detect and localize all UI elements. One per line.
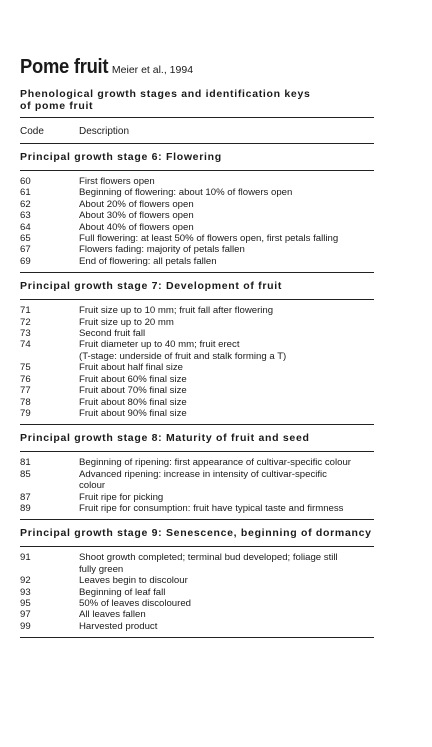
stage-code: 79 [20,407,31,419]
stage-code: 89 [20,502,31,514]
column-header-code: Code [20,126,44,137]
stage-description [79,408,374,419]
table-row [20,244,374,255]
stage-code: 73 [20,328,31,340]
stage-description [79,317,374,328]
description-line: Advanced ripening: increase in intensity of cultivar-specific [79,468,327,480]
stage-code: 63 [20,210,31,222]
description-line: About 20% of flowers open [79,198,194,210]
description-line: Fruit about half final size [79,362,183,374]
stage-description [79,552,374,575]
table-row [20,210,374,221]
stage-code: 64 [20,221,31,233]
table-row [20,469,374,492]
stage-description [79,222,374,233]
description-line: Shoot growth completed; terminal bud developed; foliage still [79,552,338,564]
stage-description [79,256,374,267]
stage-description [79,469,374,492]
description-line: Fruit about 60% final size [79,373,187,385]
table-row [20,385,374,396]
stage-description [79,210,374,221]
stage-code: 81 [20,457,31,469]
description-line: Beginning of leaf fall [79,586,166,598]
stage-code: 97 [20,609,31,621]
table-row [20,187,374,198]
stage-code: 75 [20,362,31,374]
table-row [20,176,374,187]
description-line: Fruit ripe for picking [79,491,164,503]
table-top-rule [20,117,374,118]
table-row [20,305,374,316]
description-line: (T-stage: underside of fruit and stalk forming a T) [79,350,287,362]
table-caption [20,89,374,112]
description-line: Harvested product [79,620,158,632]
table-row [20,621,374,632]
stage-description [79,492,374,503]
stage-description [79,397,374,408]
description-line: Fruit size up to 20 mm [79,316,174,328]
table-row [20,598,374,609]
citation: Meier et al., 1994 [111,64,194,76]
stage-description [79,244,374,255]
description-line: colour [79,480,106,492]
stage-description [79,305,374,316]
description-line: Leaves begin to discolour [79,575,188,587]
stage-code: 60 [20,176,31,187]
document-page [20,56,374,638]
stage-description [79,187,374,198]
stage-description [79,457,374,468]
section-bottom-rule [20,272,374,273]
stage-description [79,587,374,598]
table-row [20,233,374,244]
section-bottom-rule [20,637,374,638]
section-bottom-rule [20,519,374,520]
description-line: fully green [79,563,124,575]
table-row [20,408,374,419]
table-row [20,328,374,339]
description-line: First flowers open [79,176,155,187]
stage-description [79,339,374,362]
stage-code: 92 [20,575,31,587]
description-line: Fruit ripe for consumption: fruit have typical taste and firmness [79,502,344,514]
stage-code: 76 [20,373,31,385]
stage-code: 77 [20,385,31,397]
stage-code: 67 [20,244,31,256]
stage-description [79,609,374,620]
table-row [20,222,374,233]
stage-description [79,575,374,586]
stage-code: 93 [20,586,31,598]
table-row [20,317,374,328]
description-line: Fruit about 90% final size [79,407,187,419]
column-header-row [20,124,374,139]
table-row [20,587,374,598]
growth-stage-section [20,151,374,273]
stage-description [79,199,374,210]
stage-code: 71 [20,305,31,317]
table-row [20,575,374,586]
stage-description [79,621,374,632]
table-row [20,397,374,408]
stage-description [79,598,374,609]
table-row [20,199,374,210]
stage-code: 74 [20,339,31,351]
description-line: Flowers fading: majority of petals fallen [79,244,245,256]
table-row [20,256,374,267]
growth-stage-section [20,527,374,638]
section-title: Principal growth stage 9: Senescence, beginning of dormancy [20,527,372,540]
column-header-description: Description [79,126,130,137]
stage-code: 69 [20,255,31,267]
page-title: Pome fruit [20,56,109,78]
description-line: About 40% of flowers open [79,221,194,233]
description-line: Fruit about 70% final size [79,385,187,397]
table-row [20,457,374,468]
stage-description [79,176,374,187]
title-row [20,56,374,80]
stage-description [79,385,374,396]
stage-code: 65 [20,233,31,245]
description-line: Fruit about 80% final size [79,396,187,408]
table-row [20,503,374,514]
description-line: Second fruit fall [79,328,146,340]
stage-code: 61 [20,187,31,199]
table-row [20,339,374,362]
description-line: Beginning of flowering: about 10% of flowers open [79,187,293,199]
table-row [20,552,374,575]
stage-sections [20,151,374,638]
stage-description [79,328,374,339]
section-title: Principal growth stage 8: Maturity of fruit and seed [20,432,310,445]
description-line: Full flowering: at least 50% of flowers open, first petals falling [79,233,339,245]
description-line: 50% of leaves discoloured [79,597,191,609]
description-line: About 30% of flowers open [79,210,194,222]
table-row [20,362,374,373]
growth-stage-section [20,280,374,425]
table-row [20,609,374,620]
section-bottom-rule [20,424,374,425]
stage-code: 78 [20,396,31,408]
section-title: Principal growth stage 6: Flowering [20,151,222,163]
growth-stage-section [20,432,374,520]
description-line: Fruit diameter up to 40 mm; fruit erect [79,339,240,351]
section-title: Principal growth stage 7: Development of fruit [20,280,283,293]
stage-code: 85 [20,468,31,480]
stage-code: 72 [20,316,31,328]
stage-code: 99 [20,620,31,632]
stage-code: 95 [20,597,31,609]
description-line: End of flowering: all petals fallen [79,255,217,267]
description-line: Beginning of ripening: first appearance of cultivar-specific colour [79,457,351,469]
stage-description [79,233,374,244]
description-line: Fruit size up to 10 mm; fruit fall after flowering [79,305,274,317]
stage-code: 62 [20,198,31,210]
stage-description [79,503,374,514]
header-rule [20,143,374,144]
caption-line-2: of pome fruit [20,99,94,112]
table-row [20,492,374,503]
caption-line-1: Phenological growth stages and identification keys [20,88,311,100]
stage-code: 87 [20,491,31,503]
stage-description [79,374,374,385]
stage-code: 91 [20,552,31,564]
description-line: All leaves fallen [79,609,146,621]
table-row [20,374,374,385]
stage-description [79,362,374,373]
